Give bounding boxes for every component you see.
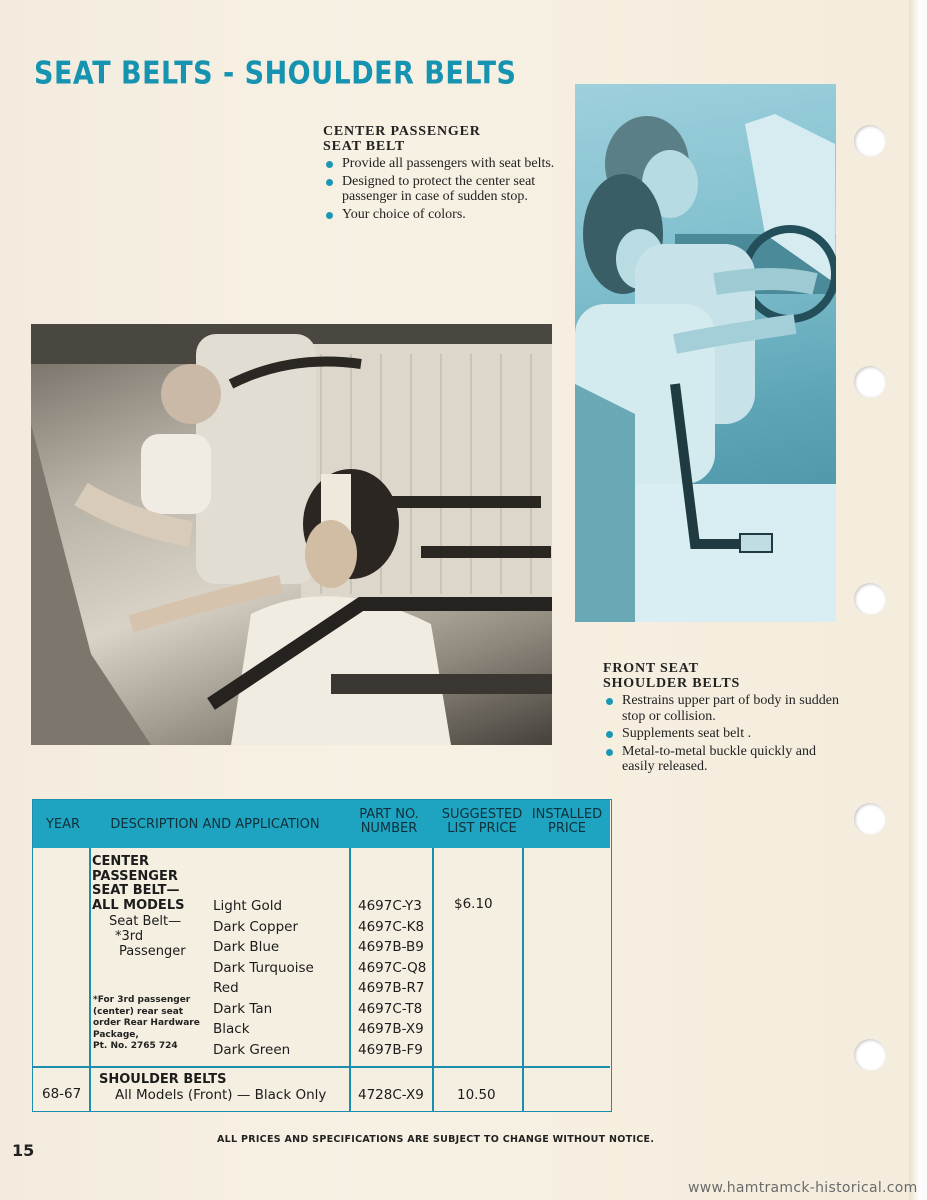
shoulder-belt-year: 68-67 [42, 1086, 82, 1102]
watermark: www.hamtramck-historical.com [688, 1180, 918, 1196]
header-installed-price: INSTALLED PRICE [531, 807, 603, 836]
center-passenger-section [323, 124, 561, 222]
parts-price-table [32, 799, 612, 1112]
bullet-item: Metal-to-metal buckle quickly and easily released. [603, 744, 843, 775]
color-option: Red [213, 980, 239, 996]
part-number: 4697C-Q8 [358, 959, 427, 976]
rear-hardware-note: *For 3rd passenger (center) rear seat order Rear Hardware Package, Pt. No. 2765 724 [93, 995, 200, 1051]
color-option: Dark Green [213, 1041, 291, 1058]
front-seat-heading: FRONT SEAT SHOULDER BELTS [603, 661, 741, 691]
color-option: Dark Blue [213, 939, 280, 955]
column-divider [522, 848, 524, 1111]
header-part-no: PART NO. NUMBER [359, 807, 419, 836]
part-number: 4697B-B9 [358, 939, 424, 955]
center-belt-price: $6.10 [454, 896, 493, 912]
bullet-item: Provide all passengers with seat belts. [323, 156, 561, 172]
center-passenger-heading: CENTER PASSENGER SEAT BELT [323, 124, 481, 154]
front-seat-bullets [603, 693, 843, 775]
part-number: 4697B-X9 [358, 1021, 424, 1037]
column-divider [349, 848, 351, 1111]
part-number: 4697C-T8 [358, 1000, 423, 1017]
group-title-center-passenger: CENTER PASSENGER SEAT BELT— ALL MODELS [92, 854, 185, 913]
row-divider [33, 1066, 610, 1068]
part-number: 4697C-Y3 [358, 898, 422, 914]
shoulder-belt-description: All Models (Front) — Black Only [115, 1087, 327, 1103]
front-seat-section [603, 661, 843, 775]
color-option: Dark Copper [213, 918, 299, 935]
part-number: 4697B-R7 [358, 980, 425, 996]
bullet-item: Restrains upper part of body in sudden stop or collision. [603, 693, 843, 724]
header-suggested-price: SUGGESTED LIST PRICE [441, 807, 523, 836]
group-subtitle: Seat Belt— *3rd Passenger [109, 914, 186, 959]
table-header [33, 800, 610, 848]
header-description: DESCRIPTION AND APPLICATION [110, 817, 320, 832]
binder-hole [854, 366, 886, 398]
bullet-item: Your choice of colors. [323, 207, 561, 223]
footer-notice: ALL PRICES AND SPECIFICATIONS ARE SUBJECT TO CHANGE WITHOUT NOTICE. [217, 1134, 655, 1145]
column-divider [432, 848, 434, 1111]
page-edge [909, 0, 927, 1200]
photo-mother-child-rear-seat [31, 324, 552, 745]
binder-hole [854, 803, 886, 835]
bullet-item: Designed to protect the center seat passenger in case of sudden stop. [323, 174, 561, 205]
part-number: 4697B-F9 [358, 1041, 423, 1058]
color-option: Light Gold [213, 898, 283, 914]
binder-hole [854, 583, 886, 615]
shoulder-belt-price: 10.50 [457, 1087, 496, 1103]
color-option: Dark Turquoise [213, 959, 314, 976]
binder-hole [854, 1039, 886, 1071]
center-passenger-bullets [323, 156, 561, 222]
color-option: Dark Tan [213, 1000, 273, 1017]
column-divider [89, 848, 91, 1111]
shoulder-belt-part-number: 4728C-X9 [358, 1087, 424, 1103]
color-list [213, 896, 314, 1060]
header-year: YEAR [45, 817, 81, 832]
page-number: 15 [12, 1141, 35, 1160]
group-title-shoulder-belts: SHOULDER BELTS [99, 1072, 227, 1087]
bullet-item: Supplements seat belt . [603, 726, 843, 742]
part-number-list [358, 896, 426, 1060]
photo-couple-front-seat [575, 84, 836, 622]
page-title: SEAT BELTS - SHOULDER BELTS [34, 56, 517, 92]
color-option: Black [213, 1021, 250, 1037]
part-number: 4697C-K8 [358, 918, 425, 935]
binder-hole [854, 125, 886, 157]
